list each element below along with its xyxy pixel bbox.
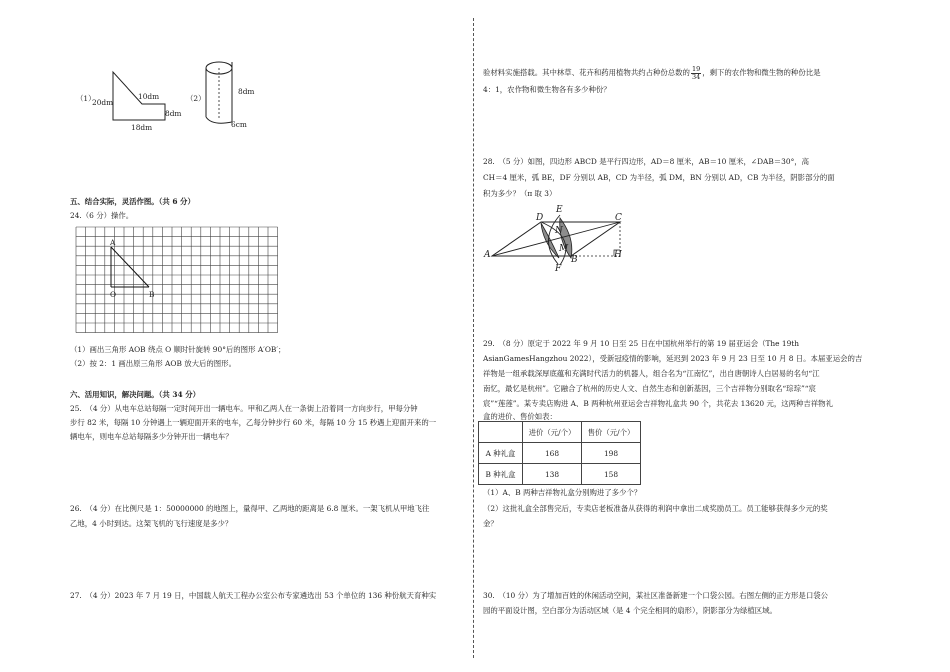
q24-part2: （2）按 2：1 画出原三角形 AOB 放大后的图形。 — [70, 359, 236, 368]
fraction-19-34: $\frac{19}{34}$ — [691, 65, 701, 81]
dim-10dm: 10dm — [138, 92, 160, 101]
label-E: E — [556, 205, 563, 215]
q27-cont-line1: 验材料实施搭载。其中林草、花卉和药用植物共约占种份总数的 $\frac{19}{34}$ ，剩下的农作物和微生物的种份比是 — [483, 65, 821, 81]
q29-line4: 南忆，最忆是杭州”。它融合了杭州的历史人文、自然生态和创新基因，三个吉祥物分别取名“琮琮”“宸 — [483, 384, 816, 393]
q28-line3: 积为多少？（π 取 3） — [483, 189, 557, 198]
label-B: B — [571, 255, 578, 265]
section5-title: 五、结合实际，灵活作图。（共 6 分） — [70, 197, 195, 206]
dim-20dm: 20dm — [92, 98, 114, 107]
table-row — [479, 443, 641, 464]
dim-18dm: 18dm — [131, 123, 153, 132]
label-D: D — [536, 213, 544, 223]
q25-line1: 25. （4 分）从电车总站每隔一定时间开出一辆电车。甲和乙两人在一条街上沿着同一方向步行，甲每分钟 — [70, 404, 418, 413]
table-cell: 168 — [523, 443, 582, 464]
q29-line5: 宸”“莲莲”。某专卖店购进 A、B 两种杭州亚运会吉祥物礼盒共 90 个，共花去 13620 元，这两种吉祥物礼 — [483, 399, 833, 408]
table-row — [479, 464, 641, 485]
q24-part1: （1）画出三角形 AOB 绕点 O 顺时针旋转 90°后的图形 A′OB′； — [70, 345, 286, 354]
q29-part2a: （2）这批礼盒全部售完后，专卖店老板准备从获得的利润中拿出二成奖励员工。员工能够获得多少元的奖 — [483, 504, 828, 513]
q28-line1: 28. （5 分）如图，四边形 ABCD 是平行四边形，AD＝8 厘米，AB＝10 厘米，∠DAB＝30°，高 — [483, 157, 810, 166]
label-A: A — [484, 250, 491, 260]
label-N: N — [555, 226, 563, 236]
table-cell: 158 — [582, 464, 641, 485]
table-cell: B 种礼盒 — [479, 464, 523, 485]
q27-cont-line2: 4：1，农作物和微生物各有多少种份？ — [483, 85, 611, 94]
point-O: O — [110, 290, 117, 299]
label-C: C — [615, 213, 622, 223]
point-A: A — [110, 238, 116, 247]
q25-line3: 辆电车，则电车总站每隔多少分钟开出一辆电车？ — [70, 432, 233, 441]
q29-line6: 盒的进价、售价如表： — [483, 412, 557, 421]
q29-part2b: 金？ — [483, 519, 498, 528]
q26-line2: 乙地，4 小时到达。这架飞机的飞行速度是多少？ — [70, 519, 233, 528]
point-B: B — [149, 290, 155, 299]
table-header-cell: 进价（元/个） — [523, 422, 582, 443]
table-header-cell — [479, 422, 523, 443]
figure-1-label: （1） — [76, 94, 96, 103]
q26-line1: 26. （4 分）在比例尺是 1：50000000 的地图上，量得甲、乙两地的距离是 6.8 厘米。一架飞机从甲地飞往 — [70, 504, 430, 513]
q30-line1: 30. （10 分）为了增加百姓的休闲活动空间，某社区准备新建一个口袋公园。右图左侧的正方形是口袋公 — [483, 591, 828, 600]
q24-stem: 24.（6 分）操作。 — [70, 211, 134, 220]
table-cell: A 种礼盒 — [479, 443, 523, 464]
section6-title: 六、活用知识，解决问题。（共 34 分） — [70, 390, 200, 399]
table-header-row — [479, 422, 641, 443]
q28-line2: CH＝4 厘米，弧 BE，DF 分别以 AB，CD 为半径，弧 DM，BN 分别以 AD，CB 为半径，阴影部分的面 — [483, 173, 835, 182]
dim-8dm-step: 8dm — [165, 109, 182, 118]
q29-line1: 29. （8 分）原定于 2022 年 9 月 10 日至 25 日在中国杭州举行的第 19 届亚运会（The 19th — [483, 339, 800, 348]
q29-line3: 祥物是一组承载深厚底蕴和充满时代活力的机器人，组合名为“江南忆”，出自唐朝诗人白居易的名句“江 — [483, 369, 820, 378]
q29-line2: AsianGamesHangzhou 2022），受新冠疫情的影响，延迟到 2023 年 9 月 23 日至 10 月 8 日。本届亚运会的吉 — [483, 354, 863, 363]
q27-line1: 27. （4 分）2023 年 7 月 19 日，中国载人航天工程办公室公布专家遴选出 53 个单位的 136 种份航天育种实 — [70, 591, 437, 600]
table-cell: 138 — [523, 464, 582, 485]
label-H: H — [614, 250, 622, 260]
table-header-cell: 售价（元/个） — [582, 422, 641, 443]
price-table — [478, 421, 641, 485]
dim-8dm-cylinder: 8dm — [238, 87, 255, 96]
table-cell: 198 — [582, 443, 641, 464]
label-M: M — [559, 244, 569, 254]
figure-2-label: （2） — [186, 94, 206, 103]
label-F: F — [555, 264, 562, 274]
q30-line2: 园的平面设计图，空白部分为活动区域（是 4 个完全相同的扇形），阴影部分为绿植区域。 — [483, 606, 777, 615]
q25-line2: 步行 82 米，每隔 10 分钟遇上一辆迎面开来的电车，乙每分钟步行 60 米，每隔 10 分 15 秒遇上迎面开来的一 — [70, 418, 437, 427]
q29-part1: （1）A、B 两种吉祥物礼盒分别购进了多少个？ — [483, 488, 642, 497]
dim-6cm: 6cm — [231, 120, 247, 129]
